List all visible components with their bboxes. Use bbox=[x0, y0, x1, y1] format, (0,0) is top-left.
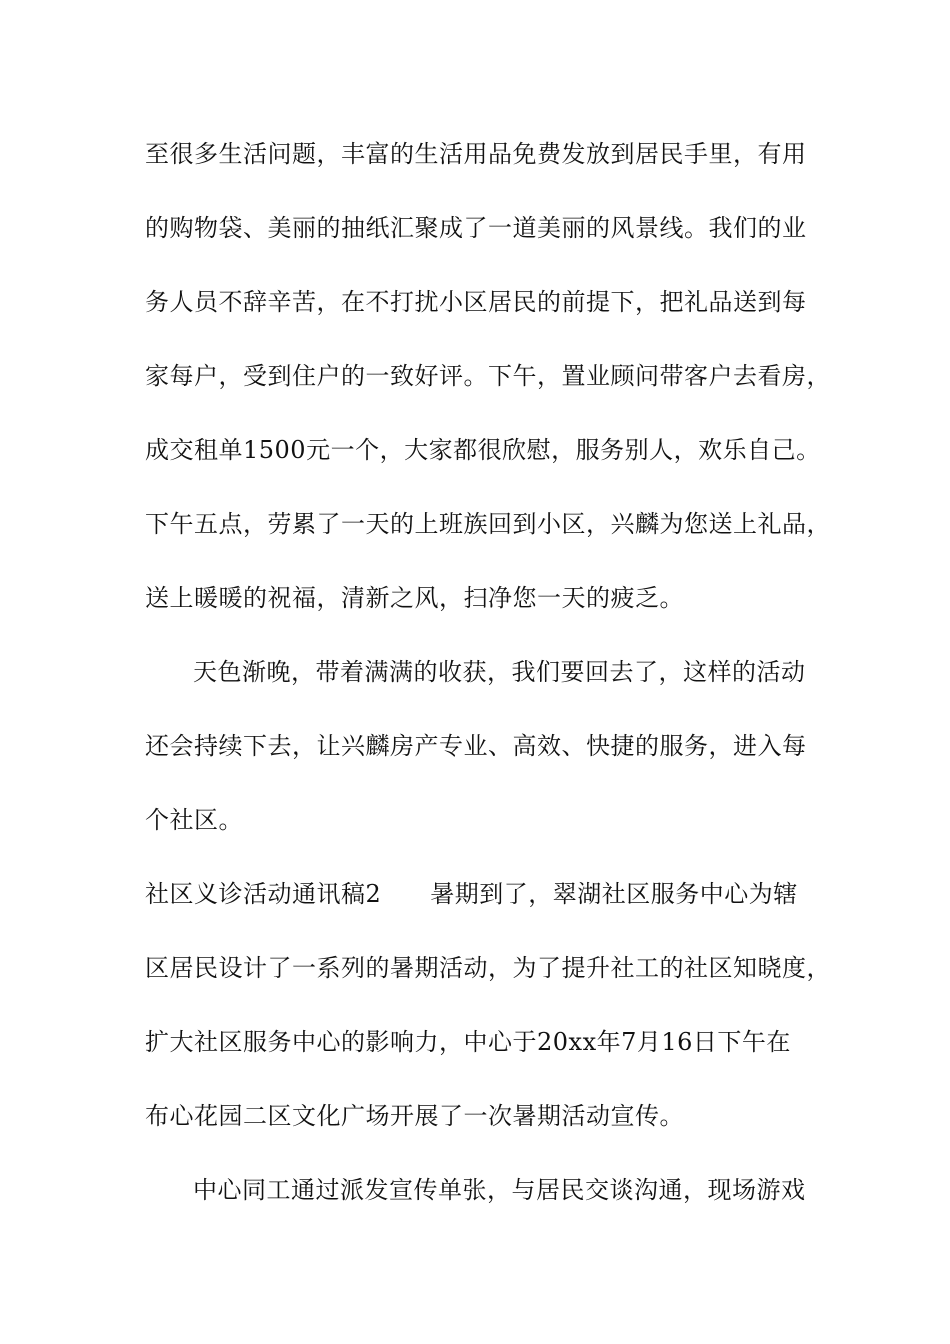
text-line: 还会持续下去，让兴麟房产专业、高效、快捷的服务，进入每 bbox=[145, 732, 807, 760]
text-line: 家每户，受到住户的一致好评。下午，置业顾问带客户去看房， bbox=[145, 362, 831, 390]
text-line: 成交租单1500元一个，大家都很欣慰，服务别人，欢乐自己。 bbox=[145, 436, 821, 464]
text-line: 区居民设计了一系列的暑期活动，为了提升社工的社区知晓度， bbox=[145, 954, 831, 982]
text-line: 送上暖暖的祝福，清新之风，扫净您一天的疲乏。 bbox=[145, 584, 684, 612]
section-heading-line: 社区义诊活动通讯稿2 暑期到了，翠湖社区服务中心为辖 bbox=[145, 880, 798, 908]
text-line: 下午五点，劳累了一天的上班族回到小区，兴麟为您送上礼品， bbox=[145, 510, 831, 538]
text-line: 扩大社区服务中心的影响力，中心于20xx年7月16日下午在 bbox=[145, 1028, 791, 1056]
paragraph-first-line: 中心同工通过派发宣传单张，与居民交谈沟通，现场游戏 bbox=[193, 1176, 806, 1204]
text-line: 的购物袋、美丽的抽纸汇聚成了一道美丽的风景线。我们的业 bbox=[145, 214, 807, 242]
text-line: 布心花园二区文化广场开展了一次暑期活动宣传。 bbox=[145, 1102, 684, 1130]
text-line: 个社区。 bbox=[145, 806, 243, 834]
text-line: 至很多生活问题，丰富的生活用品免费发放到居民手里，有用 bbox=[145, 140, 807, 168]
text-line: 务人员不辞辛苦，在不打扰小区居民的前提下，把礼品送到每 bbox=[145, 288, 807, 316]
paragraph-first-line: 天色渐晚，带着满满的收获，我们要回去了，这样的活动 bbox=[193, 658, 806, 686]
